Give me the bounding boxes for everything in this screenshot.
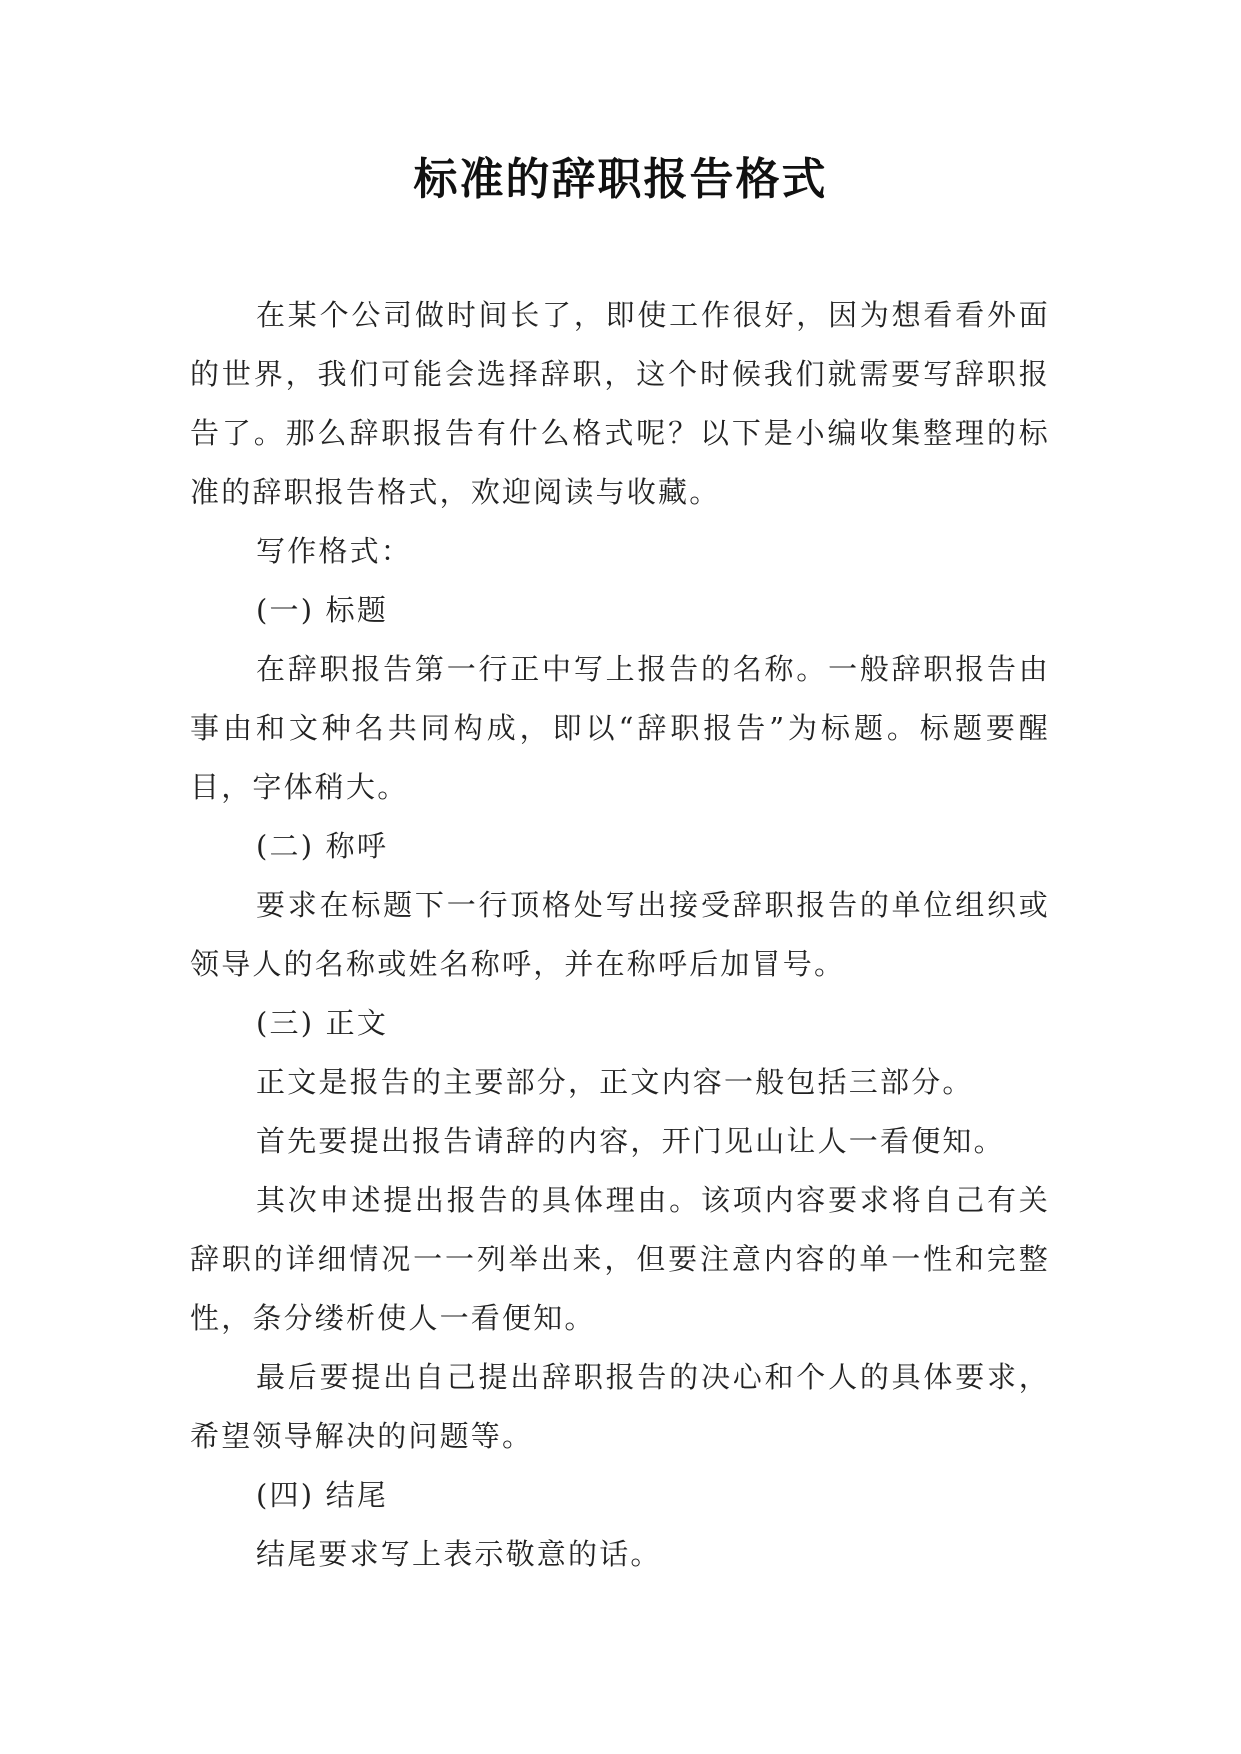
section-heading-title: (一) 标题 bbox=[256, 593, 389, 627]
paragraph-ending-description: 结尾要求写上表示敬意的话。 bbox=[256, 1537, 662, 1571]
paragraph-body-overview: 正文是报告的主要部分，正文内容一般包括三部分。 bbox=[256, 1065, 974, 1099]
paragraph-title-description: 在辞职报告第一行正中写上报告的名称。一般辞职报告由事由和文种名共同构成，即以“辞职报告”为标题。标题要醒目，字体稍大。 bbox=[190, 652, 1050, 804]
paragraph-intro: 在某个公司做时间长了，即使工作很好，因为想看看外面的世界，我们可能会选择辞职，这个时候我们就需要写辞职报告了。那么辞职报告有什么格式呢？以下是小编收集整理的标准的辞职报告格式，欢迎阅读与收藏。 bbox=[190, 298, 1050, 509]
paragraph-body-first: 首先要提出报告请辞的内容，开门见山让人一看便知。 bbox=[256, 1124, 1005, 1158]
paragraph-body-last: 最后要提出自己提出辞职报告的决心和个人的具体要求，希望领导解决的问题等。 bbox=[190, 1360, 1050, 1453]
section-heading-salutation: (二) 称呼 bbox=[256, 829, 389, 863]
document-title: 标准的辞职报告格式 bbox=[413, 154, 828, 205]
document-body bbox=[190, 286, 1050, 1584]
paragraph-body-second: 其次申述提出报告的具体理由。该项内容要求将自己有关辞职的详细情况一一列举出来，但要注意内容的单一性和完整性，条分缕析使人一看便知。 bbox=[190, 1183, 1050, 1335]
paragraph-writing-format-heading: 写作格式： bbox=[256, 534, 413, 568]
section-heading-ending: (四) 结尾 bbox=[256, 1478, 389, 1512]
paragraph-salutation-description: 要求在标题下一行顶格处写出接受辞职报告的单位组织或领导人的名称或姓名称呼，并在称呼后加冒号。 bbox=[190, 888, 1050, 981]
section-heading-body: (三) 正文 bbox=[256, 1006, 389, 1040]
